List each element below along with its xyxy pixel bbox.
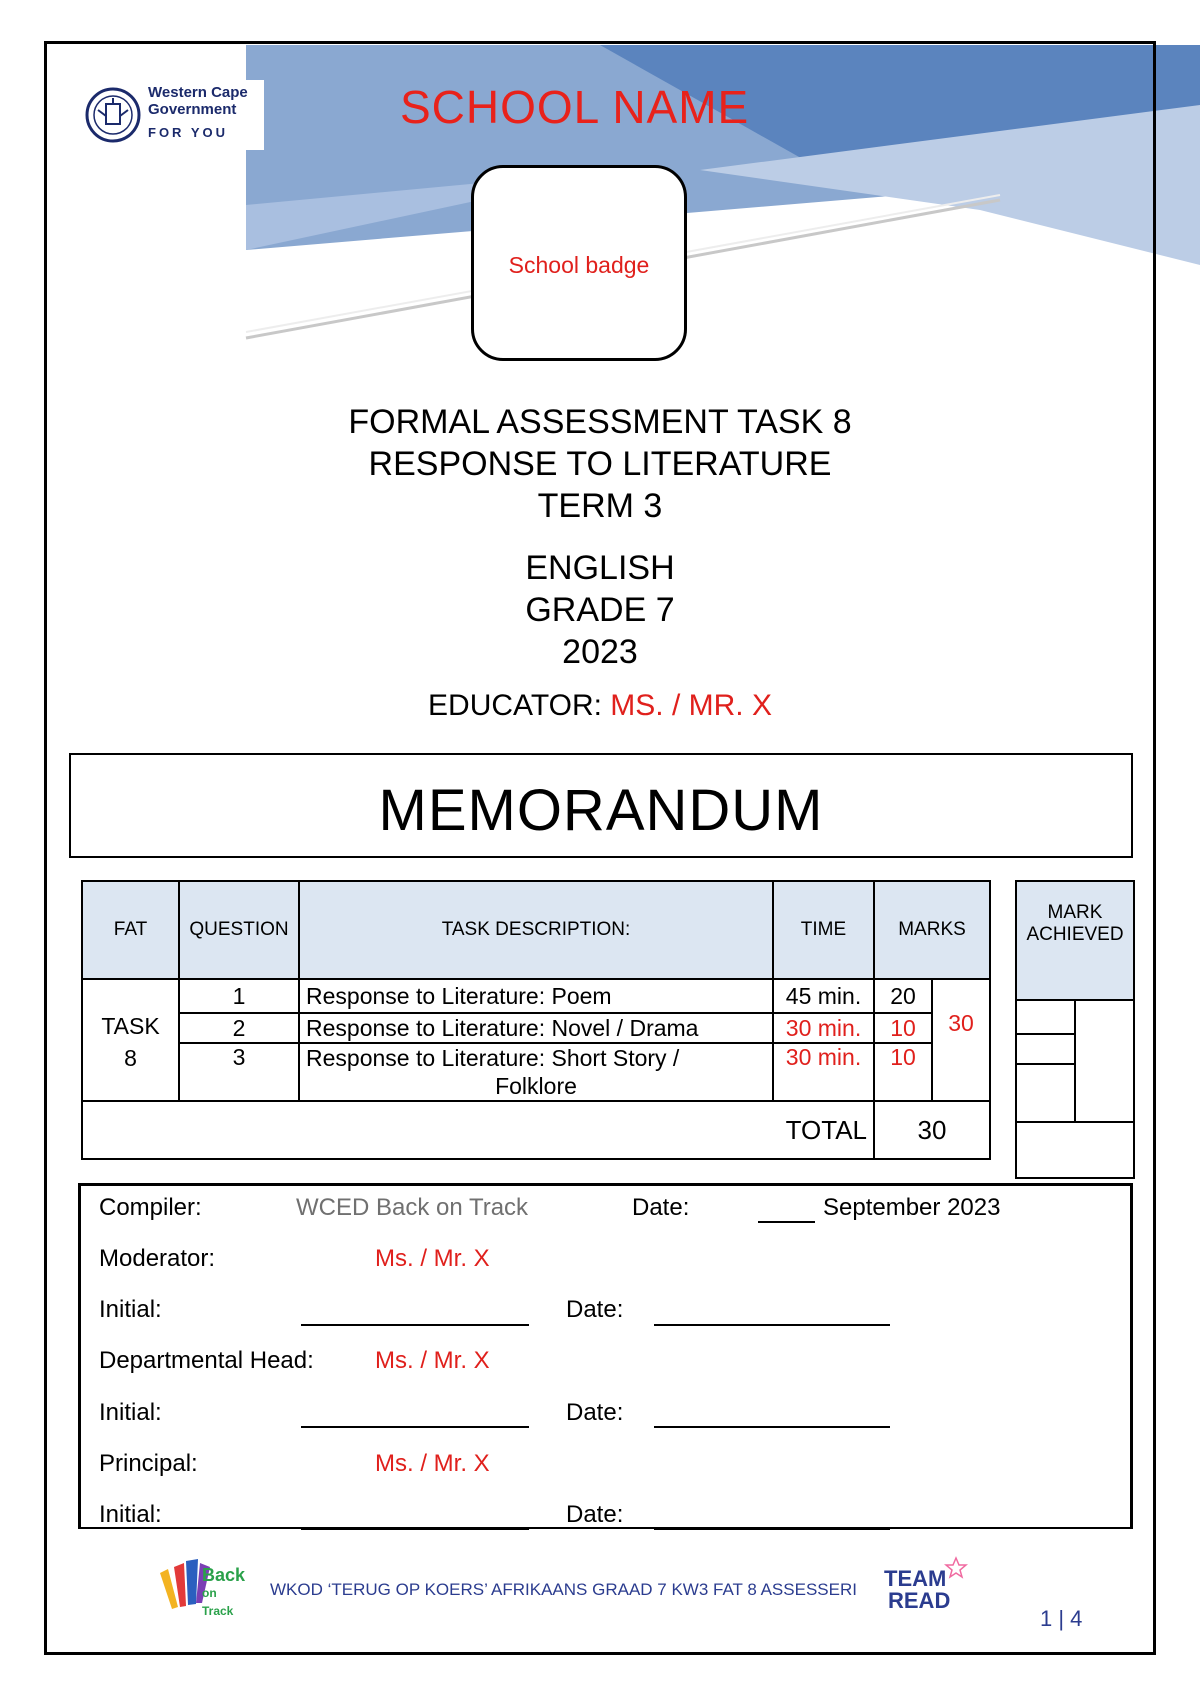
moderator-value: Ms. / Mr. X <box>375 1245 490 1272</box>
task-marks: 10 <box>874 1043 932 1101</box>
title-line-2: RESPONSE TO LITERATURE <box>368 445 832 483</box>
team-read-logo <box>884 1568 950 1612</box>
dept-head-date-label: Date: <box>566 1399 624 1426</box>
footer-text: WKOD ‘TERUG OP KOERS’ AFRIKAANS GRAAD 7 KW3 FAT 8 ASSESSERI <box>270 1580 857 1599</box>
principal-date-label: Date: <box>566 1501 624 1528</box>
achieved-total-cell[interactable] <box>1016 1122 1134 1178</box>
total-label: TOTAL <box>82 1101 874 1159</box>
back-on-track-wordmark: Back on Track <box>202 1565 246 1618</box>
header-question: QUESTION <box>179 881 299 979</box>
grade: GRADE 7 <box>525 591 675 629</box>
moderator-label: Moderator: <box>99 1245 216 1272</box>
memorandum-title: MEMORANDUM <box>378 778 824 843</box>
back-on-track-logo <box>156 1557 248 1617</box>
team-read-line-2: READ <box>888 1588 951 1613</box>
dept-head-initial-line[interactable] <box>301 1426 529 1428</box>
star-icon <box>944 1556 968 1580</box>
question-number: 2 <box>179 1013 299 1043</box>
memorandum-banner <box>69 753 1133 858</box>
group-marks: 30 <box>932 979 990 1101</box>
compiler-label: Compiler: <box>99 1194 202 1221</box>
table-row <box>82 979 990 1013</box>
achieved-group-cell[interactable] <box>1075 1000 1134 1122</box>
task-description: Response to Literature: Poem <box>299 979 773 1013</box>
task-description: Response to Literature: Short Story / Folklore <box>299 1043 773 1101</box>
header-fat: FAT <box>82 881 179 979</box>
compiler-date-blank[interactable] <box>758 1221 815 1223</box>
page-number: 1 | 4 <box>1040 1606 1083 1631</box>
school-name: SCHOOL NAME <box>400 81 750 133</box>
task-time: 30 min. <box>773 1013 874 1043</box>
subject-name: ENGLISH <box>525 549 675 587</box>
table-row <box>82 1013 990 1043</box>
question-number: 1 <box>179 979 299 1013</box>
principal-label: Principal: <box>99 1450 198 1477</box>
header-description: TASK DESCRIPTION: <box>299 881 773 979</box>
mark-achieved-header: MARK ACHIEVED <box>1016 881 1134 1000</box>
task-number: 8 <box>124 1045 137 1071</box>
principal-initial-line[interactable] <box>301 1528 529 1530</box>
principal-date-line[interactable] <box>654 1528 890 1530</box>
achieved-cell[interactable] <box>1016 1034 1075 1064</box>
educator-label: EDUCATOR: <box>428 689 611 722</box>
coat-of-arms-icon <box>84 86 142 144</box>
mark-achieved-box <box>1015 880 1133 1179</box>
dept-head-value: Ms. / Mr. X <box>375 1347 490 1374</box>
table-row <box>82 1043 990 1101</box>
achieved-cell[interactable] <box>1016 1064 1075 1122</box>
moderator-initial-label: Initial: <box>99 1296 162 1323</box>
assessment-title <box>0 401 1200 527</box>
principal-value: Ms. / Mr. X <box>375 1450 490 1477</box>
principal-initial-label: Initial: <box>99 1501 162 1528</box>
dept-head-label: Departmental Head: <box>99 1347 314 1374</box>
total-row <box>82 1101 990 1159</box>
school-badge-placeholder <box>471 165 687 361</box>
title-line-3: TERM 3 <box>537 487 663 525</box>
total-value: 30 <box>874 1101 990 1159</box>
table-header-row <box>82 881 990 979</box>
educator-value: MS. / MR. X <box>610 689 772 722</box>
compiler-date-label: Date: <box>632 1194 690 1221</box>
task-description: Response to Literature: Novel / Drama <box>299 1013 773 1043</box>
subject-block <box>0 547 1200 673</box>
task-description-cont: Folklore <box>495 1073 577 1099</box>
badge-label: School badge <box>508 252 650 278</box>
compiler-date-value: September 2023 <box>823 1194 1001 1221</box>
title-line-1: FORMAL ASSESSMENT TASK 8 <box>348 403 852 441</box>
team-read-line-1: TEAM <box>884 1566 947 1591</box>
government-logo <box>76 80 264 150</box>
achieved-cell[interactable] <box>1016 1000 1075 1034</box>
task-table <box>81 880 991 1160</box>
moderator-date-line[interactable] <box>654 1324 890 1326</box>
task-time: 45 min. <box>773 979 874 1013</box>
signoff-section <box>78 1183 1133 1529</box>
header-marks: MARKS <box>874 881 990 979</box>
compiler-value: WCED Back on Track <box>296 1194 529 1221</box>
year: 2023 <box>562 633 638 671</box>
educator-line <box>0 685 1200 727</box>
dept-head-date-line[interactable] <box>654 1426 890 1428</box>
logo-wordmark: Western Cape Government FOR YOU <box>148 84 248 140</box>
task-marks: 20 <box>874 979 932 1013</box>
moderator-initial-line[interactable] <box>301 1324 529 1326</box>
header-time: TIME <box>773 881 874 979</box>
mark-achieved-table <box>1015 880 1135 1179</box>
task-time: 30 min. <box>773 1043 874 1101</box>
task-marks: 10 <box>874 1013 932 1043</box>
task-label: TASK <box>101 1013 160 1039</box>
dept-head-initial-label: Initial: <box>99 1399 162 1426</box>
question-number: 3 <box>179 1043 299 1101</box>
task-cell <box>82 979 179 1101</box>
moderator-date-label: Date: <box>566 1296 624 1323</box>
